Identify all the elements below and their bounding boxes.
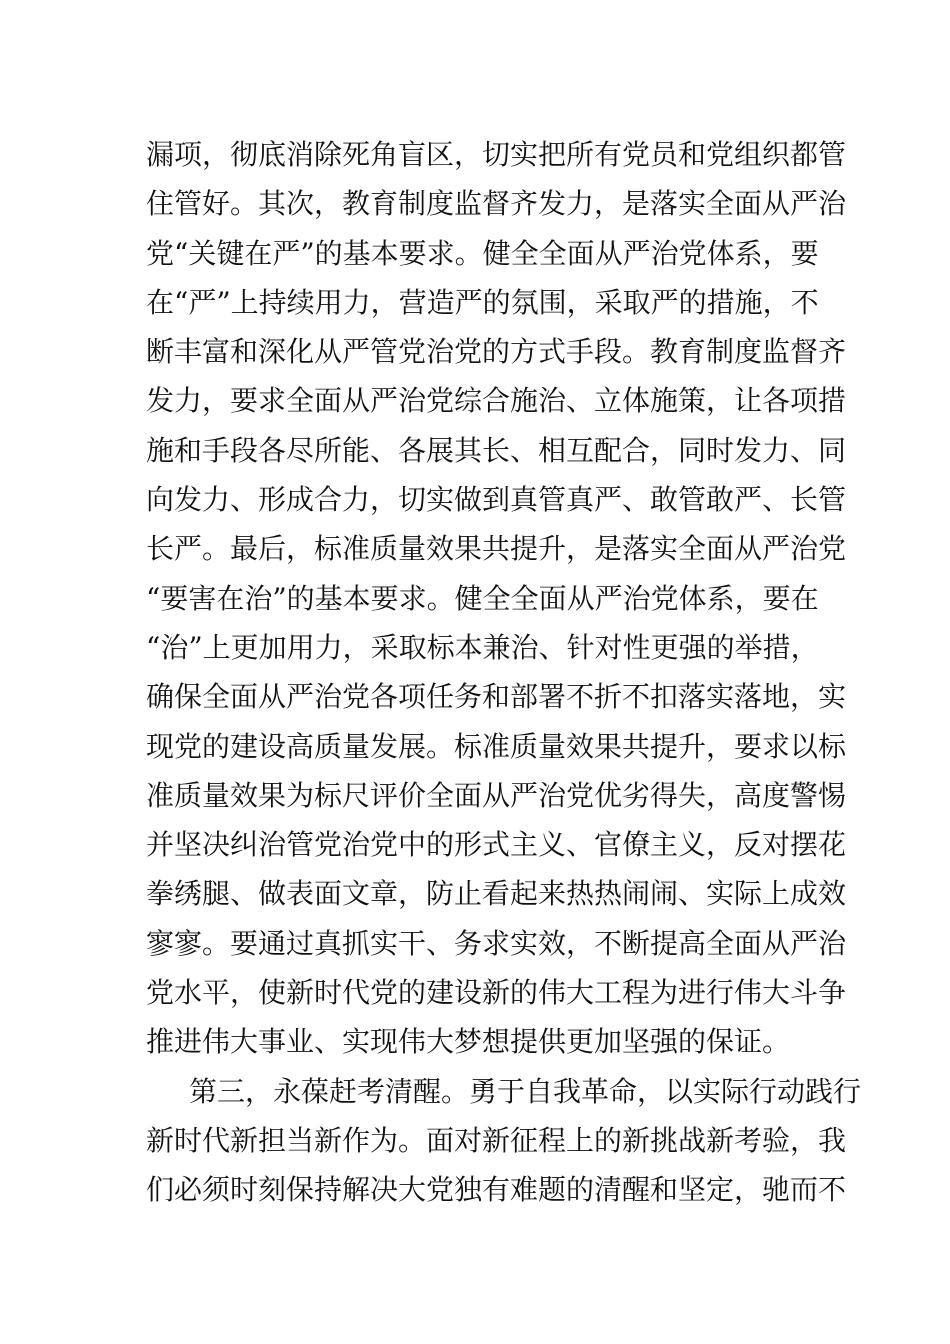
text-line: “治”上更加用力，采取标本兼治、针对性更强的举措， <box>146 630 819 664</box>
text-line: 党“关键在严”的基本要求。健全全面从严治党体系，要 <box>146 236 819 270</box>
text-line: 准质量效果为标尺评价全面从严治党优劣得失，高度警惕 <box>146 778 847 812</box>
text-line: 并坚决纠治管党治党中的形式主义、官僚主义，反对摆花 <box>146 828 847 862</box>
text-line: 断丰富和深化从严管党治党的方式手段。教育制度监督齐 <box>146 335 847 369</box>
text-line: 第三，永葆赶考清醒。勇于自我革命，以实际行动践行 <box>189 1074 862 1108</box>
text-line: 发力，要求全面从严治党综合施治、立体施策，让各项措 <box>146 384 847 418</box>
paragraph-2 <box>146 1067 862 1215</box>
text-line: 确保全面从严治党各项任务和部署不折不扣落实落地，实 <box>146 680 847 714</box>
text-line: 们必须时刻保持解决大党独有难题的清醒和坚定，驰而不 <box>146 1173 847 1207</box>
text-line: 长严。最后，标准质量效果共提升，是落实全面从严治党 <box>146 532 847 566</box>
text-line: 在“严”上持续用力，营造严的氛围，采取严的措施，不 <box>146 285 819 319</box>
text-line: 漏项，彻底消除死角盲区，切实把所有党员和党组织都管 <box>146 138 847 171</box>
text-line: 现党的建设高质量发展。标准质量效果共提升，要求以标 <box>146 729 847 763</box>
text-line: 新时代新担当新作为。面对新征程上的新挑战新考验，我 <box>146 1123 847 1157</box>
text-line: 住管好。其次，教育制度监督齐发力，是落实全面从严治 <box>146 187 847 221</box>
text-line: 施和手段各尽所能、各展其长、相互配合，同时发力、同 <box>146 433 847 467</box>
document-body <box>146 130 862 1215</box>
text-line: 寥寥。要通过真抓实干、务求实效，不断提高全面从严治 <box>146 926 847 960</box>
text-line: 推进伟大事业、实现伟大梦想提供更加坚强的保证。 <box>146 1025 791 1059</box>
text-line: 党水平，使新时代党的建设新的伟大工程为进行伟大斗争 <box>146 976 847 1010</box>
paragraph-1 <box>146 130 847 1067</box>
text-line: 向发力、形成合力，切实做到真管真严、敢管敢严、长管 <box>146 483 847 517</box>
text-line: 拳绣腿、做表面文章，防止看起来热热闹闹、实际上成效 <box>146 877 847 911</box>
text-line: “要害在治”的基本要求。健全全面从严治党体系，要在 <box>146 581 819 615</box>
